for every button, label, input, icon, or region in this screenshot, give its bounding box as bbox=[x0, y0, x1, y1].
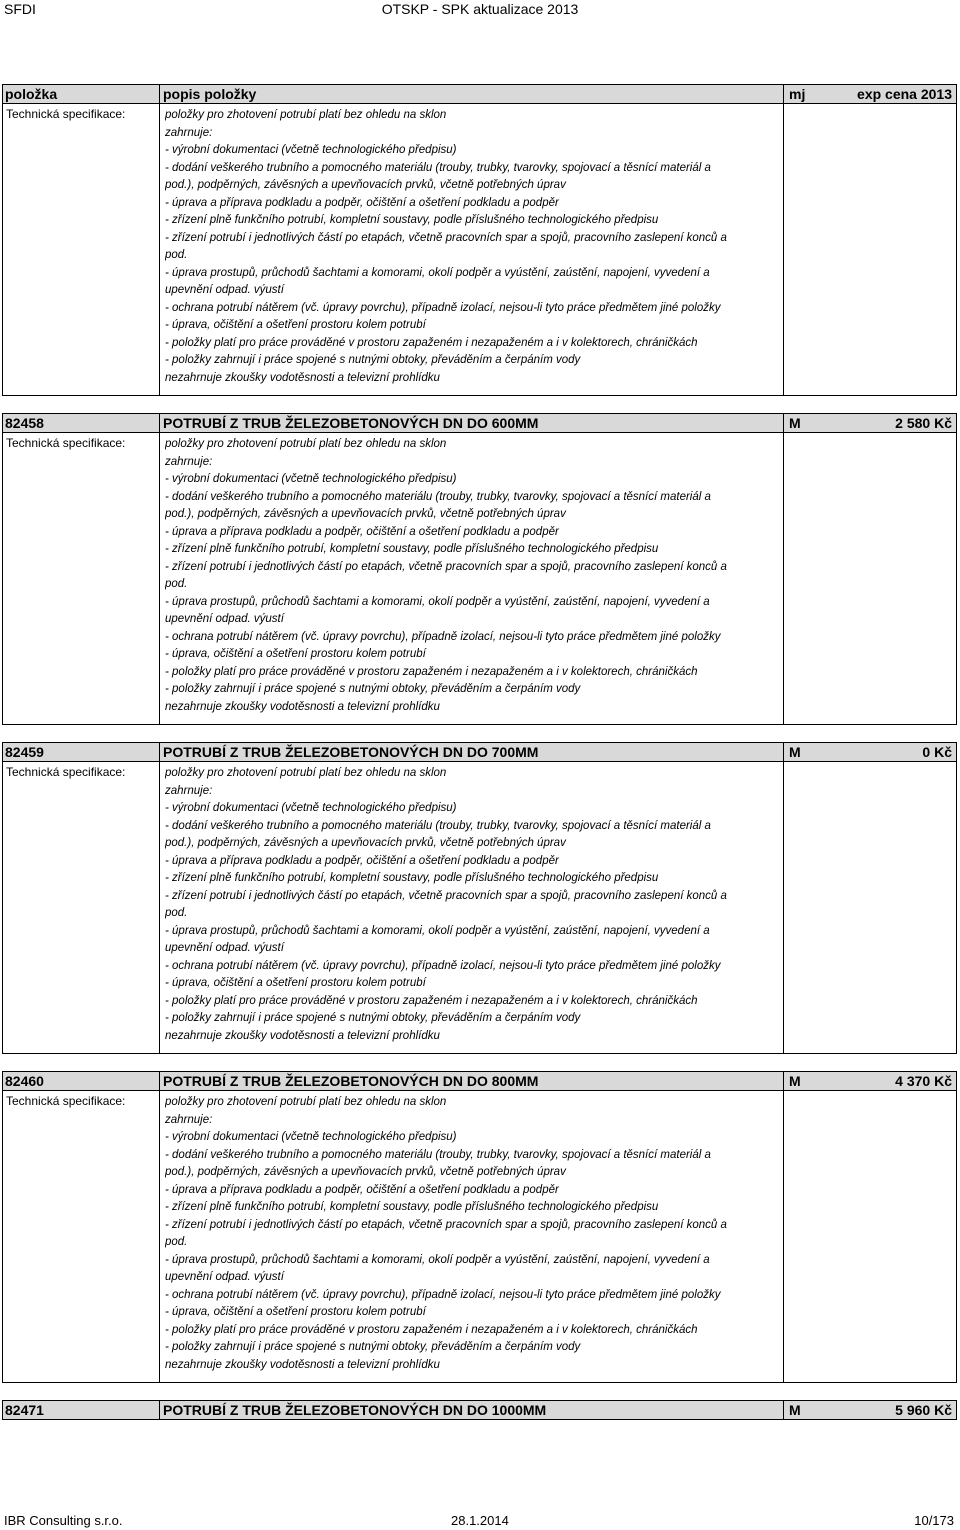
column-divider bbox=[783, 104, 784, 395]
spec-line: - výrobní dokumentaci (včetně technologického předpisu) bbox=[165, 144, 457, 156]
spec-text bbox=[165, 1094, 781, 1374]
column-header-price: exp cena 2013 bbox=[857, 86, 952, 102]
spec-line: pod. bbox=[165, 907, 188, 919]
row-gap bbox=[2, 1383, 957, 1400]
spec-line: - dodání veškerého trubního a pomocného materiálu (trouby, trubky, tvarovky, spojovací a těsnící materiál a bbox=[165, 490, 711, 503]
spec-line: - úprava a příprava podkladu a podpěr, očištění a ošetření podkladu a podpěr bbox=[165, 525, 559, 538]
spec-line: položky pro zhotovení potrubí platí bez ohledu na sklon bbox=[165, 767, 447, 779]
item-price: 2 580 Kč bbox=[895, 415, 952, 431]
spec-label: Technická specifikace: bbox=[6, 765, 126, 779]
item-name: POTRUBÍ Z TRUB ŽELEZOBETONOVÝCH DN DO 800MM bbox=[163, 1073, 539, 1089]
spec-line: - výrobní dokumentaci (včetně technologického předpisu) bbox=[165, 473, 457, 485]
item-row bbox=[2, 413, 957, 433]
column-divider bbox=[159, 743, 160, 761]
header-title: OTSKP - SPK aktualizace 2013 bbox=[381, 1, 579, 17]
item-unit: M bbox=[789, 744, 801, 760]
spec-line: - ochrana potrubí nátěrem (vč. úpravy povrchu), případně izolací, nejsou-li tyto práce předmětem jiné položky bbox=[165, 301, 721, 314]
spec-line: - položky platí pro práce prováděné v prostoru zapaženém i nezapaženém a i v kolektorech, chráničkách bbox=[165, 336, 698, 349]
item-code: 82458 bbox=[5, 415, 44, 431]
spec-line: upevnění odpad. výustí bbox=[165, 613, 284, 625]
spec-line: zahrnuje: bbox=[165, 784, 213, 797]
spec-line: - zřízení potrubí i jednotlivých částí po etapách, včetně pracovních spar a spojů, pracovního zaslepení konců a bbox=[165, 1218, 727, 1231]
technical-specification bbox=[2, 104, 957, 396]
spec-line: - úprava, očištění a ošetření prostoru kolem potrubí bbox=[165, 319, 426, 331]
column-divider bbox=[159, 1091, 160, 1382]
column-divider bbox=[783, 1401, 784, 1419]
column-header-row bbox=[2, 84, 957, 104]
column-divider bbox=[159, 1072, 160, 1090]
item-code: 82459 bbox=[5, 744, 44, 760]
spec-line: pod.), podpěrných, závěsných a upevňovacích prvků, včetně potřebných úprav bbox=[165, 1166, 566, 1178]
spec-line: - zřízení plně funkčního potrubí, kompletní soustavy, podle příslušného technologického předpisu bbox=[165, 872, 659, 884]
spec-text bbox=[165, 765, 781, 1045]
spec-line: - dodání veškerého trubního a pomocného materiálu (trouby, trubky, tvarovky, spojovací a těsnící materiál a bbox=[165, 819, 711, 832]
spec-text bbox=[165, 107, 781, 387]
spec-line: - zřízení potrubí i jednotlivých částí po etapách, včetně pracovních spar a spojů, pracovního zaslepení konců a bbox=[165, 231, 727, 244]
item-row bbox=[2, 1071, 957, 1091]
row-gap bbox=[2, 396, 957, 413]
spec-line: - položky platí pro práce prováděné v prostoru zapaženém i nezapaženém a i v kolektorech, chráničkách bbox=[165, 665, 698, 678]
spec-line: položky pro zhotovení potrubí platí bez ohledu na sklon bbox=[165, 438, 447, 450]
spec-line: - úprava a příprava podkladu a podpěr, očištění a ošetření podkladu a podpěr bbox=[165, 854, 559, 867]
item-price: 4 370 Kč bbox=[895, 1073, 952, 1089]
row-gap bbox=[2, 725, 957, 742]
item-name: POTRUBÍ Z TRUB ŽELEZOBETONOVÝCH DN DO 700MM bbox=[163, 744, 539, 760]
spec-line: - úprava prostupů, průchodů šachtami a komorami, okolí podpěr a vyústění, zaústění, napojení, vyvedení a bbox=[165, 595, 710, 608]
spec-line: zahrnuje: bbox=[165, 1113, 213, 1126]
column-divider bbox=[783, 85, 784, 103]
price-list-table bbox=[2, 84, 957, 1420]
item-name: POTRUBÍ Z TRUB ŽELEZOBETONOVÝCH DN DO 1000MM bbox=[163, 1402, 547, 1418]
column-divider bbox=[783, 1072, 784, 1090]
spec-line: - úprava, očištění a ošetření prostoru kolem potrubí bbox=[165, 977, 426, 989]
column-divider bbox=[783, 414, 784, 432]
column-header-code: položka bbox=[5, 86, 58, 102]
row-gap bbox=[2, 1054, 957, 1071]
spec-line: - ochrana potrubí nátěrem (vč. úpravy povrchu), případně izolací, nejsou-li tyto práce předmětem jiné položky bbox=[165, 1288, 721, 1301]
spec-label: Technická specifikace: bbox=[6, 107, 126, 121]
spec-line: pod. bbox=[165, 249, 188, 261]
spec-line: upevnění odpad. výustí bbox=[165, 942, 284, 954]
page-footer bbox=[0, 1513, 960, 1530]
item-row bbox=[2, 742, 957, 762]
technical-specification bbox=[2, 433, 957, 725]
spec-line: - úprava prostupů, průchodů šachtami a komorami, okolí podpěr a vyústění, zaústění, napojení, vyvedení a bbox=[165, 266, 710, 279]
spec-line: - výrobní dokumentaci (včetně technologického předpisu) bbox=[165, 1131, 457, 1143]
technical-specification bbox=[2, 1091, 957, 1383]
item-unit: M bbox=[789, 415, 801, 431]
footer-company: IBR Consulting s.r.o. bbox=[4, 1513, 123, 1528]
item-unit: M bbox=[789, 1073, 801, 1089]
spec-line: - úprava prostupů, průchodů šachtami a komorami, okolí podpěr a vyústění, zaústění, napojení, vyvedení a bbox=[165, 1253, 710, 1266]
technical-specification bbox=[2, 762, 957, 1054]
spec-label: Technická specifikace: bbox=[6, 1094, 126, 1108]
item-price: 5 960 Kč bbox=[895, 1402, 952, 1418]
spec-line: - zřízení plně funkčního potrubí, kompletní soustavy, podle příslušného technologického předpisu bbox=[165, 543, 659, 555]
spec-line: nezahrnuje zkoušky vodotěsnosti a televizní prohlídku bbox=[165, 371, 440, 384]
spec-line: nezahrnuje zkoušky vodotěsnosti a televizní prohlídku bbox=[165, 700, 440, 713]
spec-line: položky pro zhotovení potrubí platí bez ohledu na sklon bbox=[165, 1096, 447, 1108]
item-row bbox=[2, 1400, 957, 1420]
spec-line: upevnění odpad. výustí bbox=[165, 284, 284, 296]
column-divider bbox=[159, 762, 160, 1053]
spec-line: - úprava a příprava podkladu a podpěr, očištění a ošetření podkladu a podpěr bbox=[165, 196, 559, 209]
spec-line: - položky zahrnují i práce spojené s nutnými obtoky, převáděním a čerpáním vody bbox=[165, 354, 581, 366]
item-price: 0 Kč bbox=[922, 744, 952, 760]
spec-line: pod.), podpěrných, závěsných a upevňovacích prvků, včetně potřebných úprav bbox=[165, 179, 566, 191]
spec-text bbox=[165, 436, 781, 716]
column-divider bbox=[159, 414, 160, 432]
spec-line: - dodání veškerého trubního a pomocného materiálu (trouby, trubky, tvarovky, spojovací a těsnící materiál a bbox=[165, 161, 711, 174]
spec-line: nezahrnuje zkoušky vodotěsnosti a televizní prohlídku bbox=[165, 1029, 440, 1042]
spec-line: - zřízení plně funkčního potrubí, kompletní soustavy, podle příslušného technologického předpisu bbox=[165, 214, 659, 226]
column-divider bbox=[783, 762, 784, 1053]
spec-line: - položky platí pro práce prováděné v prostoru zapaženém i nezapaženém a i v kolektorech, chráničkách bbox=[165, 994, 698, 1007]
spec-line: - úprava, očištění a ošetření prostoru kolem potrubí bbox=[165, 648, 426, 660]
spec-line: - dodání veškerého trubního a pomocného materiálu (trouby, trubky, tvarovky, spojovací a těsnící materiál a bbox=[165, 1148, 711, 1161]
item-name: POTRUBÍ Z TRUB ŽELEZOBETONOVÝCH DN DO 600MM bbox=[163, 415, 539, 431]
column-divider bbox=[783, 1091, 784, 1382]
column-divider bbox=[783, 743, 784, 761]
spec-line: upevnění odpad. výustí bbox=[165, 1271, 284, 1283]
spec-line: - ochrana potrubí nátěrem (vč. úpravy povrchu), případně izolací, nejsou-li tyto práce předmětem jiné položky bbox=[165, 630, 721, 643]
spec-line: nezahrnuje zkoušky vodotěsnosti a televizní prohlídku bbox=[165, 1358, 440, 1371]
spec-label: Technická specifikace: bbox=[6, 436, 126, 450]
spec-line: - úprava, očištění a ošetření prostoru kolem potrubí bbox=[165, 1306, 426, 1318]
spec-line: položky pro zhotovení potrubí platí bez ohledu na sklon bbox=[165, 109, 447, 121]
header-left-text: SFDI bbox=[4, 1, 36, 17]
item-code: 82460 bbox=[5, 1073, 44, 1089]
column-divider bbox=[159, 104, 160, 395]
spec-line: - zřízení potrubí i jednotlivých částí po etapách, včetně pracovních spar a spojů, pracovního zaslepení konců a bbox=[165, 560, 727, 573]
spec-line: - úprava a příprava podkladu a podpěr, očištění a ošetření podkladu a podpěr bbox=[165, 1183, 559, 1196]
spec-line: pod.), podpěrných, závěsných a upevňovacích prvků, včetně potřebných úprav bbox=[165, 508, 566, 520]
spec-line: - položky platí pro práce prováděné v prostoru zapaženém i nezapaženém a i v kolektorech, chráničkách bbox=[165, 1323, 698, 1336]
column-divider bbox=[159, 1401, 160, 1419]
spec-line: - zřízení plně funkčního potrubí, kompletní soustavy, podle příslušného technologického předpisu bbox=[165, 1201, 659, 1213]
spec-line: - zřízení potrubí i jednotlivých částí po etapách, včetně pracovních spar a spojů, pracovního zaslepení konců a bbox=[165, 889, 727, 902]
spec-line: - úprava prostupů, průchodů šachtami a komorami, okolí podpěr a vyústění, zaústění, napojení, vyvedení a bbox=[165, 924, 710, 937]
spec-line: - položky zahrnují i práce spojené s nutnými obtoky, převáděním a čerpáním vody bbox=[165, 683, 581, 695]
footer-page-number: 10/173 bbox=[914, 1513, 954, 1528]
item-unit: M bbox=[789, 1402, 801, 1418]
spec-line: - ochrana potrubí nátěrem (vč. úpravy povrchu), případně izolací, nejsou-li tyto práce předmětem jiné položky bbox=[165, 959, 721, 972]
spec-line: pod. bbox=[165, 578, 188, 590]
spec-line: - výrobní dokumentaci (včetně technologického předpisu) bbox=[165, 802, 457, 814]
footer-date: 28.1.2014 bbox=[451, 1513, 509, 1528]
column-divider bbox=[783, 433, 784, 724]
page-header bbox=[0, 0, 960, 20]
column-header-description: popis položky bbox=[163, 86, 257, 102]
spec-line: - položky zahrnují i práce spojené s nutnými obtoky, převáděním a čerpáním vody bbox=[165, 1012, 581, 1024]
column-header-unit: mj bbox=[789, 86, 806, 102]
column-divider bbox=[159, 433, 160, 724]
spec-line: pod.), podpěrných, závěsných a upevňovacích prvků, včetně potřebných úprav bbox=[165, 837, 566, 849]
item-code: 82471 bbox=[5, 1402, 44, 1418]
spec-line: zahrnuje: bbox=[165, 455, 213, 468]
spec-line: pod. bbox=[165, 1236, 188, 1248]
spec-line: - položky zahrnují i práce spojené s nutnými obtoky, převáděním a čerpáním vody bbox=[165, 1341, 581, 1353]
spec-line: zahrnuje: bbox=[165, 126, 213, 139]
column-divider bbox=[159, 85, 160, 103]
